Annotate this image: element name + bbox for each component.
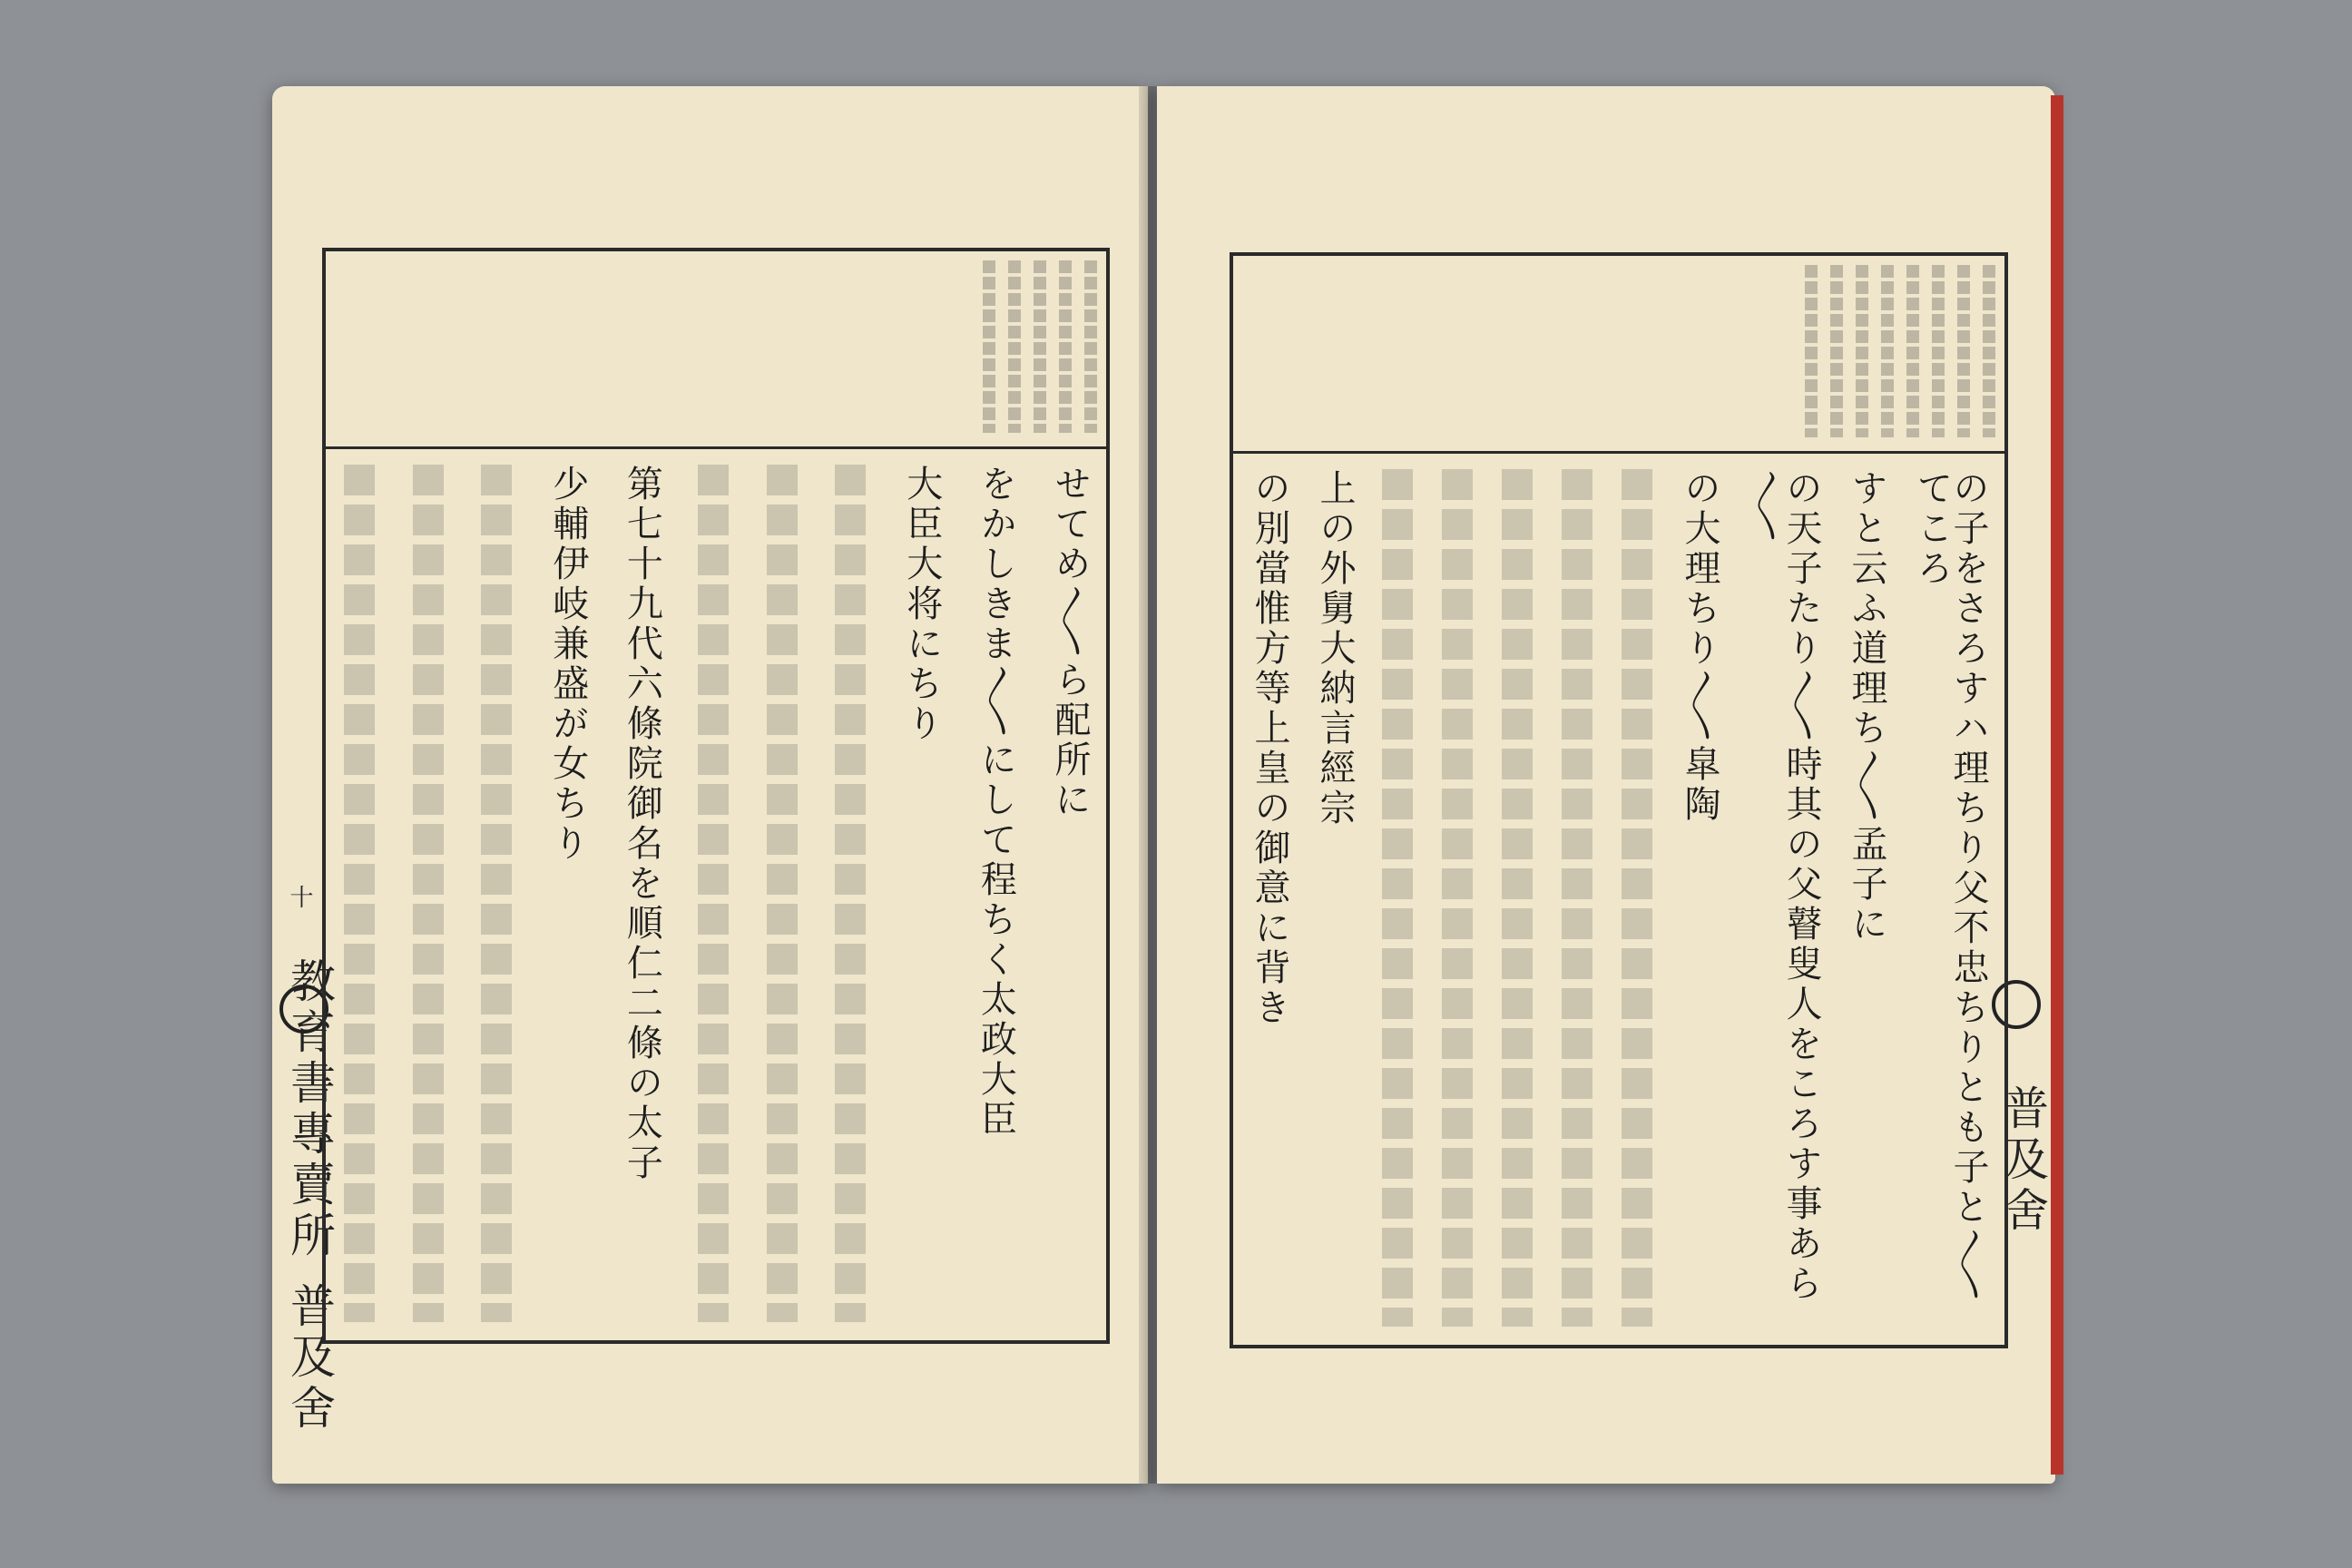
- body-column: せてめ〳〵ら配所に: [1048, 465, 1091, 820]
- body-column: 少輔伊岐兼盛が女ちり: [546, 465, 589, 864]
- body-column: の大理ちり〳〵皐陶: [1679, 469, 1720, 825]
- headnote-column-unread: [1932, 265, 1945, 437]
- open-book: [272, 86, 2064, 1502]
- right-page: [1157, 86, 2055, 1484]
- left-folio: 十: [286, 885, 313, 908]
- headnote-column-unread: [1906, 265, 1919, 437]
- body-column-unread: [767, 465, 798, 1322]
- body-column-unread: [1562, 469, 1592, 1327]
- body-column: 大臣大将にちり: [900, 465, 943, 744]
- headnote-column-unread: [1059, 260, 1072, 433]
- left-page: [272, 86, 1148, 1484]
- headnote-column-unread: [1856, 265, 1868, 437]
- body-column: 第七十九代六條院御名を順仁二條の太子: [621, 465, 663, 1183]
- body-column-unread: [698, 465, 729, 1322]
- body-column-unread: [1382, 469, 1413, 1327]
- left-text-frame: [322, 248, 1110, 1344]
- right-headnote: [1805, 265, 1995, 437]
- headnote-column-unread: [1881, 265, 1894, 437]
- left-headnote: [983, 260, 1097, 433]
- body-column: の天子たり〳〵時其の父瞽叟人をころす事あら〳〵: [1744, 469, 1822, 1304]
- body-column: すと云ふ道理ち〳〵孟子に: [1846, 469, 1887, 945]
- headnote-column-unread: [1830, 265, 1843, 437]
- body-column-unread: [835, 465, 866, 1322]
- headnote-column-unread: [983, 260, 995, 433]
- body-column-unread: [1502, 469, 1533, 1327]
- left-headnote-rule: [326, 446, 1106, 449]
- left-publisher-imprint: 教育書專賣所 普及舍: [283, 957, 336, 1435]
- right-body-columns: [1249, 469, 1989, 1327]
- body-column-unread: [1622, 469, 1652, 1327]
- body-column-unread: [1442, 469, 1473, 1327]
- body-column: 上の外舅大納言經宗: [1314, 469, 1356, 828]
- body-column-unread: [344, 465, 375, 1322]
- headnote-column-unread: [1983, 265, 1995, 437]
- body-column-unread: [481, 465, 512, 1322]
- headnote-column-unread: [1084, 260, 1097, 433]
- right-text-frame: [1230, 252, 2008, 1348]
- headnote-column-unread: [1008, 260, 1021, 433]
- left-body-columns: [344, 465, 1091, 1322]
- right-publisher-imprint: 普及舍: [1996, 1084, 2049, 1237]
- red-book-edge: [2051, 95, 2063, 1475]
- body-column: をかしきま〳〵にして程ちく太政大臣: [975, 465, 1017, 1140]
- headnote-column-unread: [1957, 265, 1970, 437]
- right-headnote-rule: [1233, 451, 2004, 454]
- body-column: の別當惟方等上皇の御意に背き: [1249, 469, 1290, 1028]
- body-column: の子をさろすハ理ちり父不忠ちりとも子と〳〵てころ: [1911, 469, 1989, 1304]
- body-column-unread: [413, 465, 444, 1322]
- headnote-column-unread: [1034, 260, 1046, 433]
- headnote-column-unread: [1805, 265, 1818, 437]
